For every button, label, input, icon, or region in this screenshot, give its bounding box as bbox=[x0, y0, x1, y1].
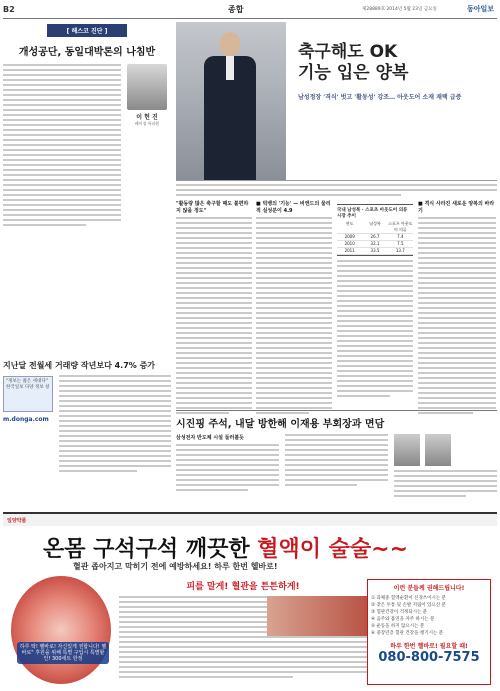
portrait-photo bbox=[425, 434, 451, 466]
issue-meta: 제28889호 2014년 5월 23일 금요일 bbox=[362, 7, 437, 12]
recommend-item: ② 잦은 두통 및 손발 저림이 있으신 분 bbox=[371, 603, 446, 608]
body-column-4 bbox=[418, 200, 496, 417]
feature-photo bbox=[176, 22, 286, 180]
table-cell: 7.5 bbox=[397, 241, 404, 246]
ad-headline-highlight: 혈액이 술술~~ bbox=[257, 537, 409, 562]
blood-vessel-image bbox=[11, 576, 111, 684]
table-cell: 7.4 bbox=[397, 234, 404, 239]
ad-middle-copy bbox=[119, 579, 367, 681]
column-body bbox=[3, 64, 171, 242]
article-headline: 시진핑 주석, 내달 방한해 이재용 부회장과 면담 bbox=[176, 419, 385, 430]
recommend-item: ④ 음주와 흡연을 자주 하시는 분 bbox=[371, 617, 435, 622]
column1-subhead: "활동량 많은 축구할 때도 불편하지 않을 정도" bbox=[176, 201, 249, 214]
table-row bbox=[337, 234, 413, 241]
table-row bbox=[337, 241, 413, 248]
ad-recommend-box bbox=[367, 579, 491, 685]
recommend-item: ③ 혈관건강이 걱정되시는 분 bbox=[371, 610, 428, 615]
table-cell: 2010 bbox=[344, 241, 355, 246]
recommend-item: ⑥ 중장년층 혈관 건강을 챙기시는 분 bbox=[371, 631, 444, 636]
feature-title-line2: 기능 입은 양복 bbox=[298, 63, 409, 83]
table-cell: 33.5 bbox=[370, 248, 380, 253]
recommend-item: ⑤ 운동을 하지 않으시는 분 bbox=[371, 624, 425, 629]
portrait-photos bbox=[394, 434, 497, 466]
feature-headline-area bbox=[298, 42, 493, 101]
column-text bbox=[3, 64, 121, 229]
header-rule bbox=[3, 18, 497, 19]
ad-special-offer: 하루 딱! 헬바로! 자신있게 권합니다! 헬바로" 후원을 위해 특별 구입시 특별할인! 300세트 한정 bbox=[17, 642, 109, 664]
ad-subline: 혈관 좁아지고 막히기 전에 예방하세요! 하루 한번 헬바로! bbox=[73, 562, 278, 571]
model-figure bbox=[204, 32, 256, 180]
page-header bbox=[0, 0, 500, 22]
feature-subtitle: 남성정장 '격식' 벗고 '활동성' 강조… 아웃도어 소재 재택 급증 bbox=[298, 94, 462, 101]
promo-box bbox=[3, 376, 55, 423]
author-title: 베이징 특파원 bbox=[134, 121, 160, 126]
author-box bbox=[125, 64, 169, 127]
recommend-title: 이런 분들께 권해드립니다! bbox=[393, 585, 465, 592]
article-text bbox=[59, 375, 171, 472]
portrait-photo bbox=[394, 434, 420, 466]
article-subhead: 삼성전자 반도체 시설 둘러볼듯 bbox=[176, 435, 245, 441]
ad-headline-text: 온몸 구석구석 깨끗한 bbox=[43, 537, 258, 562]
advertisement bbox=[3, 512, 497, 688]
table-row bbox=[337, 248, 413, 255]
table-cell: 26.7 bbox=[370, 234, 380, 239]
article-headline: 지난달 전월세 거래량 작년보다 4.7% 증가 bbox=[3, 361, 156, 370]
promo-url[interactable]: m.donga.com bbox=[3, 416, 49, 423]
section-name: 종합 bbox=[228, 5, 244, 14]
table-cell: 남성복 bbox=[369, 221, 381, 226]
ad-headline bbox=[43, 532, 408, 563]
photo-caption bbox=[176, 180, 497, 199]
table-cell: 32.1 bbox=[370, 241, 380, 246]
ad-phone-number[interactable]: 080-800-7575 bbox=[378, 650, 480, 665]
blood-cells-image bbox=[267, 596, 367, 636]
table-cell: 연도 bbox=[345, 221, 354, 226]
table-cell: 13.7 bbox=[395, 248, 405, 253]
ad-brand-logo: 일양약품 bbox=[7, 517, 27, 524]
table-cell: 스포츠 아웃도어 의류 bbox=[388, 221, 413, 232]
table-title: 국내 남성복 · 스포츠 아웃도어 의류 시장 추이 bbox=[337, 208, 408, 219]
ad-middle-title: 피를 말게! 혈관을 튼튼하게! bbox=[186, 582, 300, 592]
column-headline: 개성공단, 동일대박론의 나침반 bbox=[18, 47, 156, 58]
column2-subhead: ■ 빅뱅의 '기능' — 비엔드의 물리적 실성분이 4.9 bbox=[256, 201, 331, 214]
table-cell: 2009 bbox=[344, 234, 355, 239]
author-photo bbox=[127, 64, 167, 110]
body-column-3 bbox=[337, 200, 413, 400]
column-kicker: [ 헤스코 진단 ] bbox=[47, 24, 127, 37]
feature-title-line1: 축구해도 OK bbox=[298, 42, 398, 62]
left-bottom-article bbox=[3, 360, 171, 475]
table-cell: 2011 bbox=[344, 248, 355, 253]
author-name: 이 헌 진 bbox=[136, 114, 158, 121]
market-table bbox=[337, 204, 413, 256]
table-header-row bbox=[337, 221, 413, 234]
body-column-1 bbox=[176, 200, 252, 417]
body-column-2 bbox=[256, 200, 332, 417]
newspaper-logo: 동아일보 bbox=[466, 5, 494, 13]
bottom-article bbox=[176, 410, 497, 510]
recommend-item: ① 과체중 혈액순환이 신경쓰이시는 분 bbox=[371, 596, 446, 601]
promo-text: "정보는 젊은 세대다" 한국일보 다양 정보 창 bbox=[3, 376, 53, 412]
page-number: B2 bbox=[3, 5, 15, 14]
column4-subhead: ■ 격식 사라진 새로운 양복의 바라기 bbox=[418, 201, 495, 214]
ad-call-to-action: 하루 한번 헬바로! 필요할 때! bbox=[390, 643, 468, 650]
feature-article bbox=[176, 22, 497, 180]
